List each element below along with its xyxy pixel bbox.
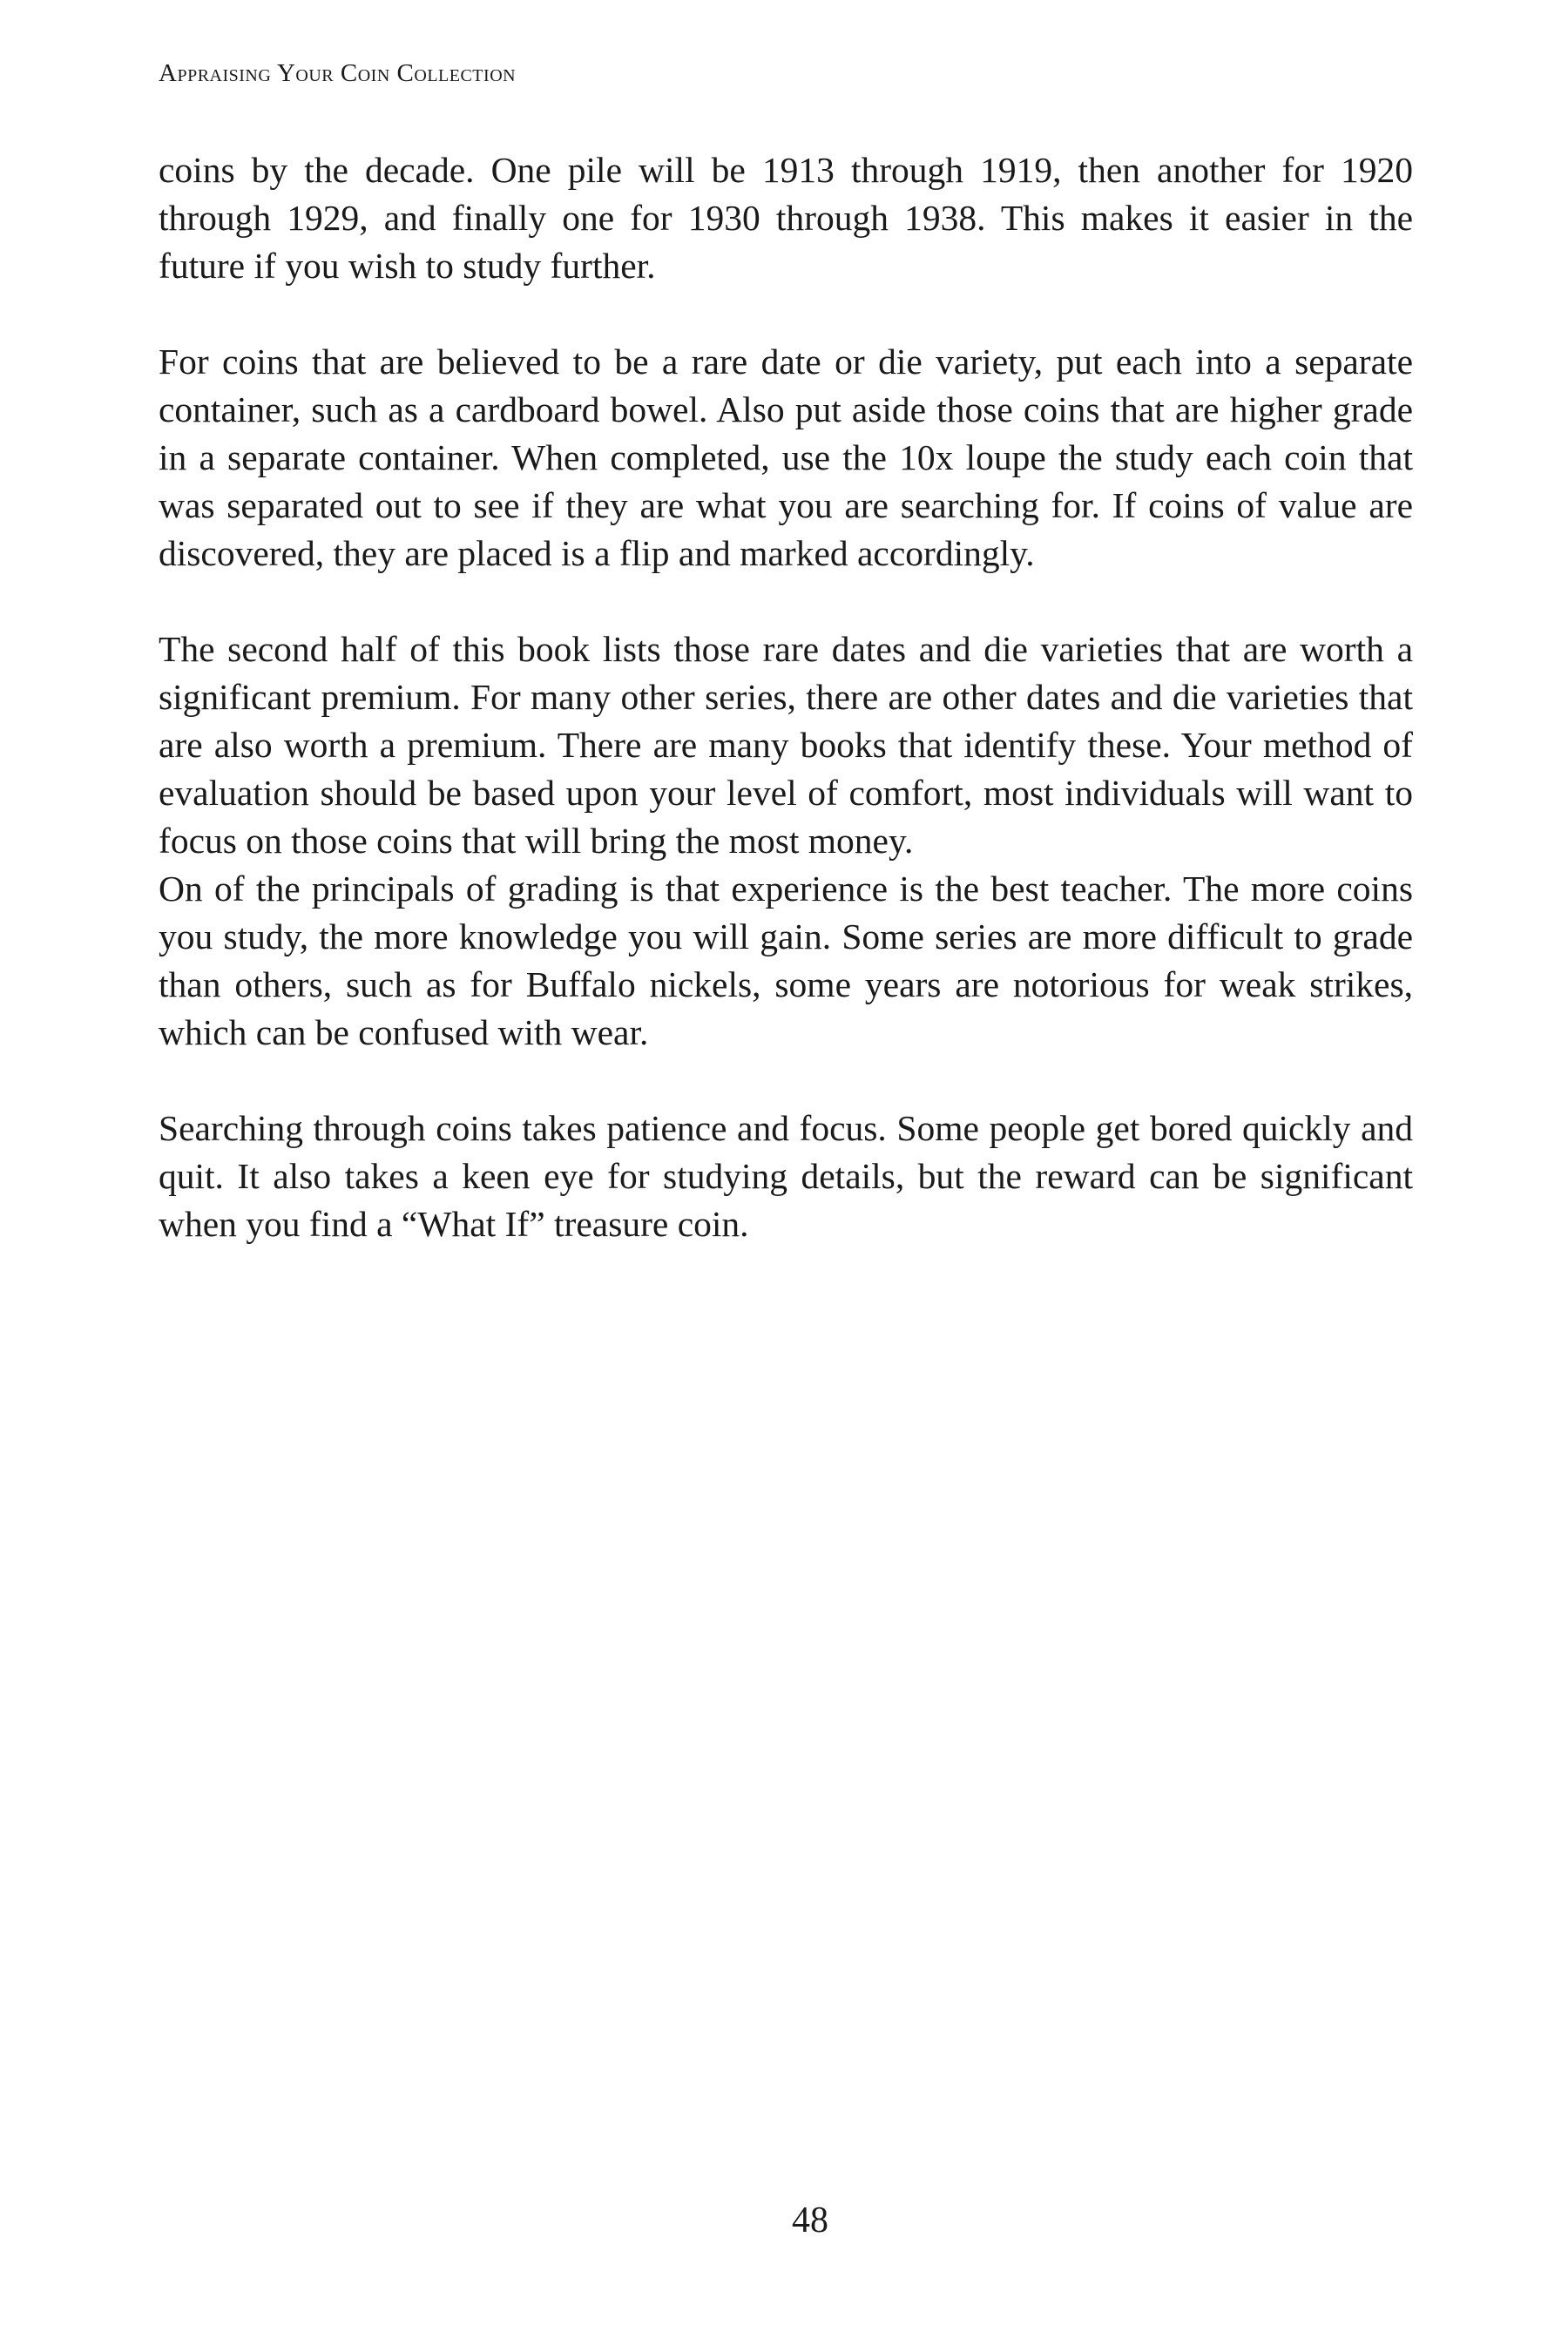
paragraph: Searching through coins takes patience and focus. Some people get bored quickly and quit. It also takes a keen eye for studying details, but the reward can be significant when you find a “What If” treasure coin. bbox=[159, 1108, 1413, 1244]
body-text bbox=[159, 146, 1413, 1296]
paragraph-group bbox=[159, 625, 1413, 1057]
paragraph: coins by the decade. One pile will be 1913 through 1919, then another for 1920 through 1929, and finally one for 1930 through 1938. This makes it easier in the future if you wish to study further. bbox=[159, 150, 1413, 286]
paragraph: On of the principals of grading is that experience is the best teacher. The more coins you study, the more knowledge you will gain. Some series are more difficult to grade than others, such as for Buffalo nickels, some years are notorious for weak strikes, which can be confused with wear. bbox=[159, 868, 1413, 1052]
paragraph: The second half of this book lists those rare dates and die varieties that are worth a significant premium. For many other series, there are other dates and die varieties that are also worth a premium. There are many books that identify these. Your method of evaluation should be based upon your level of comfort, most individuals will want to focus on those coins that will bring the most money. bbox=[159, 629, 1413, 861]
running-header: Appraising Your Coin Collection bbox=[159, 59, 517, 87]
page-number: 48 bbox=[792, 2200, 828, 2240]
paragraph: For coins that are believed to be a rare date or die variety, put each into a separate container, such as a cardboard bowel. Also put aside those coins that are higher grade in a separate container. When completed, use the 10x loupe the study each coin that was separated out to see if they are what you are searching for. If coins of value are discovered, they are placed is a flip and marked accordingly. bbox=[159, 341, 1413, 573]
